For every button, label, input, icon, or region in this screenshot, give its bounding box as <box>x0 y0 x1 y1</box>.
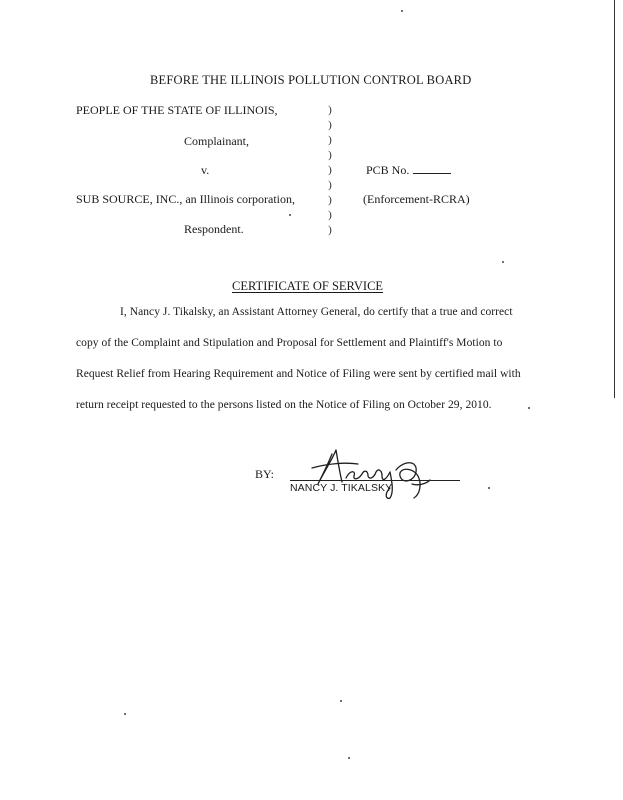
by-label: BY: <box>255 467 274 481</box>
case-number-label: PCB No. <box>366 163 410 177</box>
caption-brace: ) <box>328 164 332 176</box>
caption-brace: ) <box>328 134 332 146</box>
certificate-title: CERTIFICATE OF SERVICE <box>232 279 384 293</box>
scan-speck <box>348 757 350 759</box>
scan-speck <box>528 407 530 409</box>
certificate-line: Request Relief from Hearing Requirement and Notice of Filing were sent by certified mail with <box>76 368 521 380</box>
board-heading: BEFORE THE ILLINOIS POLLUTION CONTROL BOARD <box>150 73 472 87</box>
caption-brace: ) <box>328 119 332 131</box>
case-number-blank <box>413 164 451 174</box>
certificate-line: I, Nancy J. Tikalsky, an Assistant Attorney General, do certify that a true and correct <box>120 306 513 318</box>
caption-brace: ) <box>328 104 332 116</box>
defendant-role: Respondent. <box>184 222 244 236</box>
case-number <box>366 163 451 178</box>
caption-brace: ) <box>328 149 332 161</box>
caption-brace: ) <box>328 209 332 221</box>
versus-label: v. <box>201 163 210 177</box>
plaintiff-name: PEOPLE OF THE STATE OF ILLINOIS, <box>76 103 278 117</box>
scan-speck <box>289 214 291 216</box>
caption-brace: ) <box>328 179 332 191</box>
plaintiff-role: Complainant, <box>184 134 249 148</box>
defendant-name: SUB SOURCE, INC., an Illinois corporation, <box>76 192 295 206</box>
scan-edge-line <box>614 0 615 398</box>
scan-speck <box>488 487 490 489</box>
certificate-line: copy of the Complaint and Stipulation and Proposal for Settlement and Plaintiff's Motion to <box>76 337 503 349</box>
case-type: (Enforcement-RCRA) <box>363 192 470 206</box>
signature-line <box>290 480 460 481</box>
caption-brace: ) <box>328 194 332 206</box>
signer-name: NANCY J. TIKALSKY <box>290 482 393 494</box>
certificate-line: return receipt requested to the persons listed on the Notice of Filing on October 29, 2010. <box>76 399 492 411</box>
scan-speck <box>502 261 504 263</box>
scan-speck <box>124 713 126 715</box>
scan-speck <box>401 10 403 12</box>
caption-brace: ) <box>328 224 332 236</box>
scan-speck <box>340 700 342 702</box>
